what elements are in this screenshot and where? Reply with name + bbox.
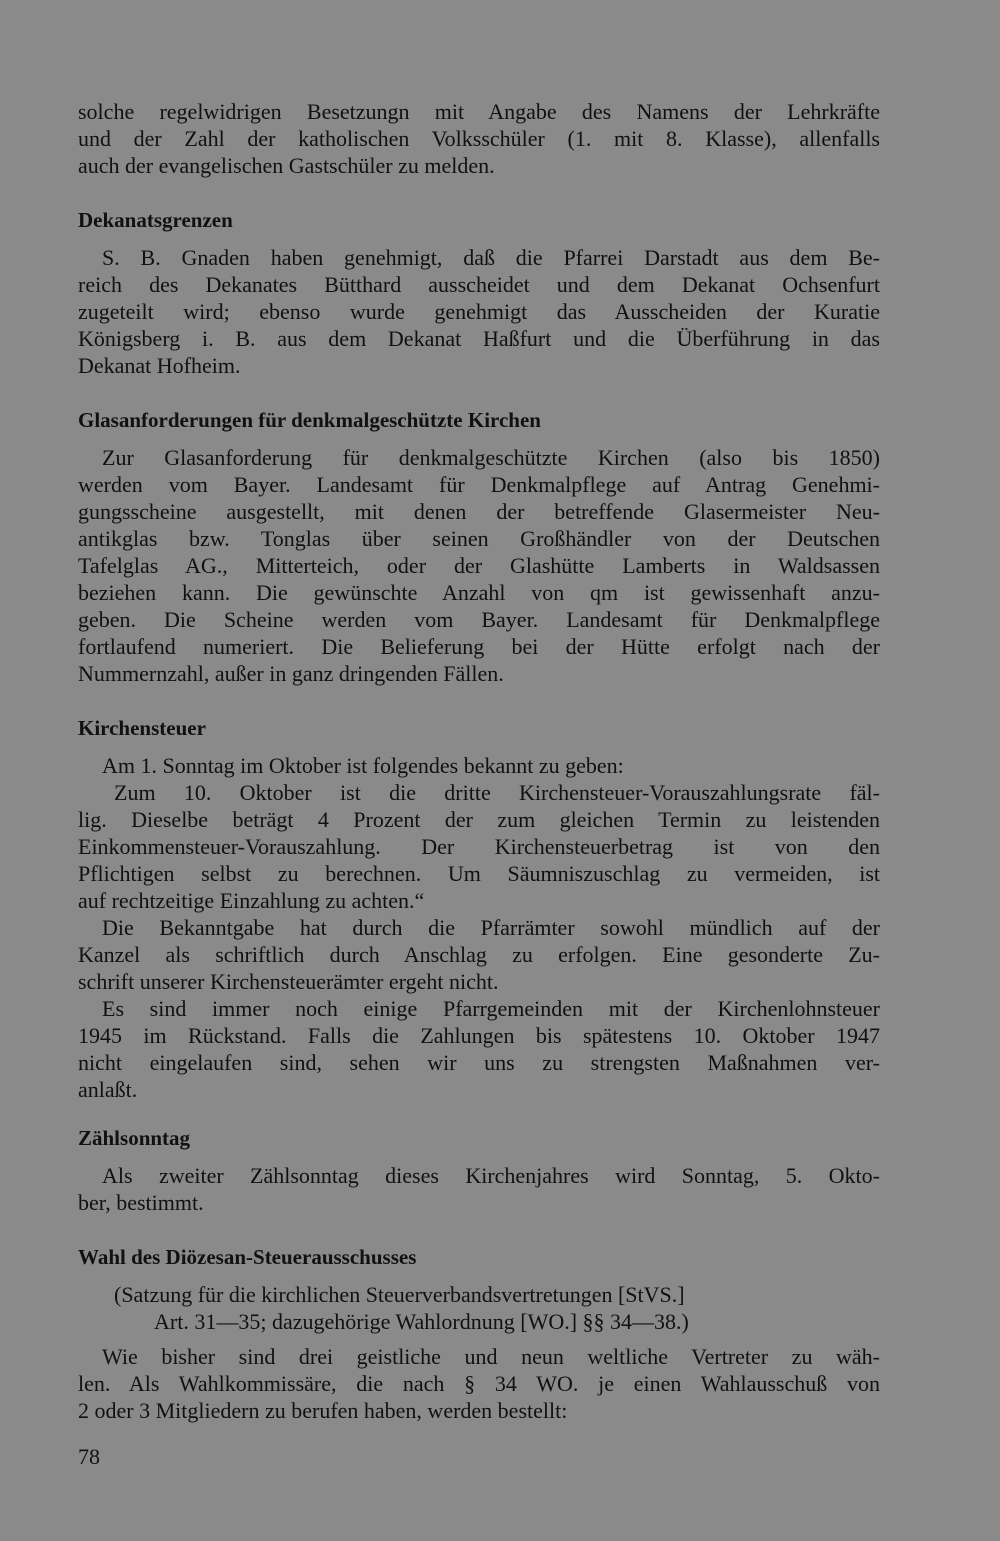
section-dekanatsgrenzen	[78, 207, 880, 379]
text-line: 1945 im Rückstand. Falls die Zahlungen bis spätestens 10. Oktober 1947	[78, 1023, 880, 1048]
text-line: schrift unserer Kirchensteuerämter ergeht nicht.	[78, 969, 499, 994]
text-line: solche regelwidrigen Besetzungn mit Angabe des Namens der Lehrkräfte	[78, 99, 880, 124]
text-line: Nummernzahl, außer in ganz dringenden Fällen.	[78, 661, 504, 686]
text-line: auf rechtzeitige Einzahlung zu achten.“	[78, 888, 425, 913]
text-line: Kanzel als schriftlich durch Anschlag zu erfolgen. Eine gesonderte Zu-	[78, 942, 880, 967]
text-line: Es sind immer noch einige Pfarrgemeinden mit der Kirchenlohnsteuer	[102, 996, 880, 1021]
text-line: geben. Die Scheine werden vom Bayer. Landesamt für Denkmalpflege	[78, 607, 880, 632]
text-line: S. B. Gnaden haben genehmigt, daß die Pfarrei Darstadt aus dem Be-	[102, 245, 880, 270]
text-line: gungsscheine ausgestellt, mit denen der betreffende Glasermeister Neu-	[78, 499, 880, 524]
text-line: lig. Dieselbe beträgt 4 Prozent der zum gleichen Termin zu leistenden	[78, 807, 880, 832]
text-line: ber, bestimmt.	[78, 1190, 204, 1215]
text-line: reich des Dekanates Bütthard ausscheidet und dem Dekanat Ochsenfurt	[78, 272, 880, 297]
page-content	[78, 98, 880, 1424]
text-line: Zur Glasanforderung für denkmalgeschützte Kirchen (also bis 1850)	[102, 445, 880, 470]
text-line: beziehen kann. Die gewünschte Anzahl von qm ist gewissenhaft anzu-	[78, 580, 880, 605]
section-zaehlsonntag	[78, 1125, 880, 1216]
text-line: Einkommensteuer-Vorauszahlung. Der Kirchensteuerbetrag ist von den	[78, 834, 880, 859]
text-line: Die Bekanntgabe hat durch die Pfarrämter sowohl mündlich auf der	[102, 915, 880, 940]
text-line: len. Als Wahlkommissäre, die nach § 34 WO. je einen Wahlausschuß von	[78, 1371, 880, 1396]
text-line: Art. 31—35; dazugehörige Wahlordnung [WO.] §§ 34—38.)	[154, 1309, 689, 1334]
text-line: werden vom Bayer. Landesamt für Denkmalpflege auf Antrag Genehmi-	[78, 472, 880, 497]
text-line: und der Zahl der katholischen Volksschüler (1. mit 8. Klasse), allenfalls	[78, 126, 880, 151]
section-wahl-steuerausschuss	[78, 1244, 880, 1424]
section-kirchensteuer	[78, 715, 880, 1103]
section-heading: Zählsonntag	[78, 1126, 191, 1150]
text-line: Zum 10. Oktober ist die dritte Kirchensteuer-Vorauszahlungsrate fäl-	[114, 780, 880, 805]
text-line: antikglas bzw. Tonglas über seinen Großhändler von der Deutschen	[78, 526, 880, 551]
section-glasanforderungen	[78, 407, 880, 687]
text-line: Königsberg i. B. aus dem Dekanat Haßfurt und die Überführung in das	[78, 326, 880, 351]
text-line: nicht eingelaufen sind, sehen wir uns zu strengsten Maßnahmen ver-	[78, 1050, 880, 1075]
text-line: Am 1. Sonntag im Oktober ist folgendes bekannt zu geben:	[102, 753, 624, 778]
text-line: 2 oder 3 Mitgliedern zu berufen haben, werden bestellt:	[78, 1398, 568, 1423]
text-line: Pflichtigen selbst zu berechnen. Um Säumniszuschlag zu vermeiden, ist	[78, 861, 880, 886]
text-line: zugeteilt wird; ebenso wurde genehmigt das Ausscheiden der Kuratie	[78, 299, 880, 324]
text-line: Tafelglas AG., Mitterteich, oder der Glashütte Lamberts in Waldsassen	[78, 553, 880, 578]
text-line: (Satzung für die kirchlichen Steuerverbandsvertretungen [StVS.]	[114, 1282, 685, 1307]
text-line: Dekanat Hofheim.	[78, 353, 241, 378]
text-line: fortlaufend numeriert. Die Belieferung bei der Hütte erfolgt nach der	[78, 634, 880, 659]
section-heading: Wahl des Diözesan-Steuerausschusses	[78, 1245, 417, 1269]
text-line: Als zweiter Zählsonntag dieses Kirchenjahres wird Sonntag, 5. Okto-	[102, 1163, 880, 1188]
section-heading: Kirchensteuer	[78, 716, 206, 740]
section-heading: Dekanatsgrenzen	[78, 208, 233, 232]
text-line: anlaßt.	[78, 1077, 138, 1102]
text-line: Wie bisher sind drei geistliche und neun weltliche Vertreter zu wäh-	[102, 1344, 880, 1369]
text-line: auch der evangelischen Gastschüler zu melden.	[78, 153, 495, 178]
intro-paragraph	[78, 98, 880, 179]
section-heading: Glasanforderungen für denkmalgeschützte Kirchen	[78, 408, 541, 432]
page-number: 78	[78, 1444, 100, 1469]
